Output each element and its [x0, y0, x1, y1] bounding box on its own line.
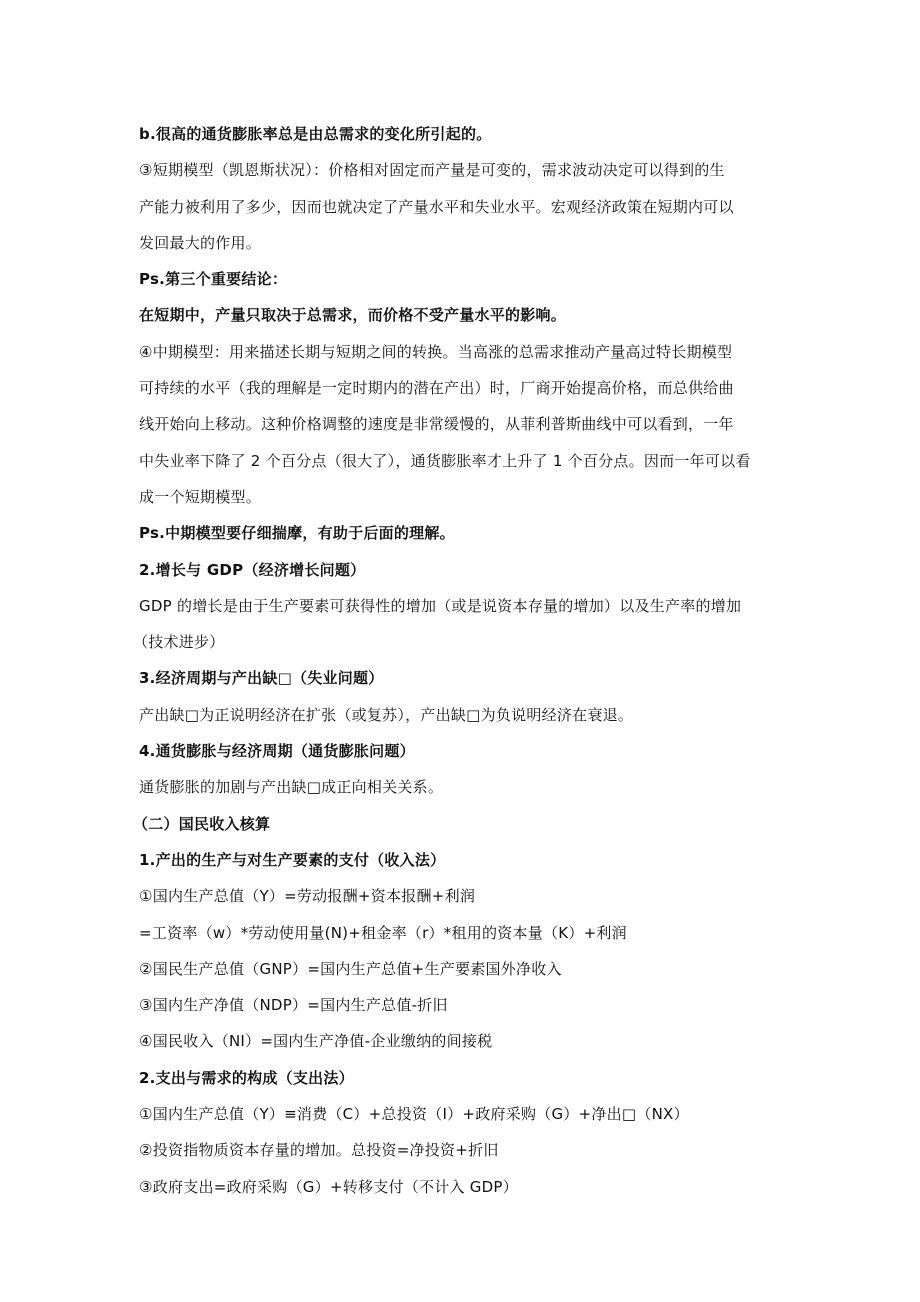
text-line: 中失业率下降了 2 个百分点（很大了），通货膨胀率才上升了 1 个百分点。因而一年可以看 [139, 451, 751, 470]
text-line: Ps.第三个重要结论： [139, 270, 288, 289]
text-line: 在短期中，产量只取决于总需求，而价格不受产量水平的影响。 [139, 306, 567, 325]
formula-line: ②国民生产总值（GNP）=国内生产总值+生产要素国外净收入 [139, 959, 562, 978]
section-heading: 4.通货膨胀与经济周期（通货膨胀问题） [139, 742, 415, 761]
text-line: 线开始向上移动。这种价格调整的速度是非常缓慢的，从菲利普斯曲线中可以看到，一年 [139, 415, 734, 434]
formula-line: ①国内生产总值（Y）≡消费（C）+总投资（I）+政府采购（G）+净出□（NX） [139, 1105, 689, 1124]
chapter-heading: （二）国民收入核算 [133, 814, 271, 833]
text-line: ③短期模型（凯恩斯状况）：价格相对固定而产量是可变的，需求波动决定可以得到的生 [139, 161, 725, 180]
text-line: 发回最大的作用。 [139, 233, 262, 252]
text-line: 产出缺□为正说明经济在扩张（或复苏），产出缺□为负说明经济在衰退。 [139, 705, 634, 724]
formula-line: ①国内生产总值（Y）=劳动报酬+资本报酬+利润 [139, 887, 476, 906]
section-heading: 3.经济周期与产出缺□（失业问题） [139, 669, 384, 688]
text-line: 通货膨胀的加剧与产出缺□成正向相关关系。 [139, 778, 444, 797]
text-line: 产能力被利用了多少，因而也就决定了产量水平和失业水平。宏观经济政策在短期内可以 [139, 197, 734, 216]
formula-line: ③政府支出=政府采购（G）+转移支付（不计入 GDP） [139, 1177, 518, 1196]
formula-line: ④国民收入（NI）=国内生产净值-企业缴纳的间接税 [139, 1032, 493, 1051]
text-line: （技术进步） [133, 633, 225, 652]
section-heading: 2.支出与需求的构成（支出法） [139, 1068, 354, 1087]
text-line: GDP 的增长是由于生产要素可获得性的增加（或是说资本存量的增加）以及生产率的增加 [139, 596, 742, 615]
text-line: 成一个短期模型。 [139, 487, 262, 506]
text-line: Ps.中期模型要仔细揣摩，有助于后面的理解。 [139, 524, 455, 543]
formula-line: =工资率（w）*劳动使用量(N)+租金率（r）*租用的资本量（K）+利润 [139, 923, 627, 942]
formula-line: ②投资指物质资本存量的增加。总投资=净投资+折旧 [139, 1141, 499, 1160]
section-heading: 2.增长与 GDP（经济增长问题） [139, 560, 366, 579]
text-line: b.很高的通货膨胀率总是由总需求的变化所引起的。 [139, 125, 492, 143]
section-heading: 1.产出的生产与对生产要素的支付（收入法） [139, 850, 446, 869]
formula-line: ③国内生产净值（NDP）=国内生产总值-折旧 [139, 996, 448, 1015]
text-line: ④中期模型：用来描述长期与短期之间的转换。当高涨的总需求推动产量高过特长期模型 [139, 342, 733, 361]
document-body [133, 116, 789, 1205]
text-line: 可持续的水平（我的理解是一定时期内的潜在产出）时，厂商开始提高价格，而总供给曲 [139, 379, 734, 398]
